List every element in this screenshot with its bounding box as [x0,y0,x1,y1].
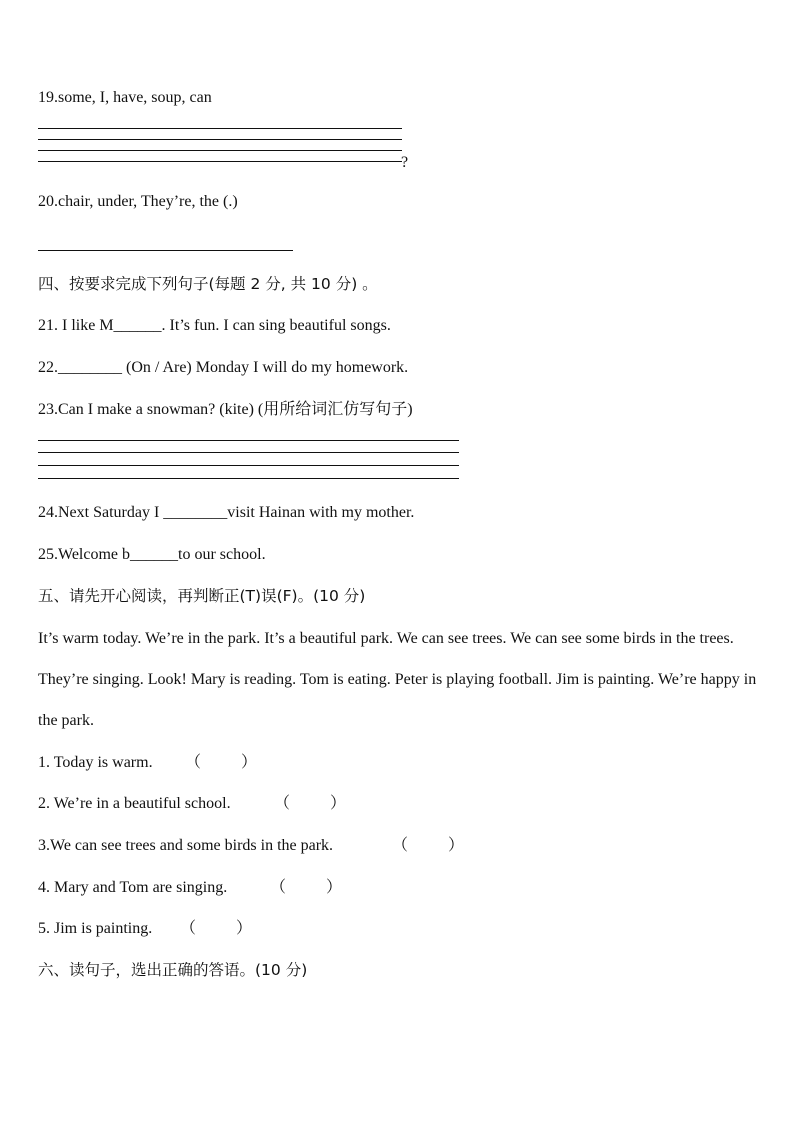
tf-answer-bracket[interactable]: （ ） [274,795,347,812]
question-mark: ? [401,154,409,171]
answer-line [38,150,402,151]
section-6-heading: 六、读句子，选出正确的答语。(10 分) [38,961,308,979]
answer-line [38,465,459,466]
tf-answer-bracket[interactable]: （ ） [392,837,465,854]
tf-item-1: 1. Today is warm. [38,754,153,771]
answer-line [38,128,402,129]
tf-answer-bracket[interactable]: （ ） [180,920,253,937]
question-25: 25.Welcome b______to our school. [38,546,266,563]
question-19: 19.some, I, have, soup, can [38,89,212,106]
tf-answer-bracket[interactable]: （ ） [185,754,258,771]
question-20: 20.chair, under, They’re, the (.) [38,193,238,210]
answer-line [38,139,402,140]
question-22: 22.________ (On / Are) Monday I will do my homework. [38,359,409,376]
answer-line [38,250,293,251]
answer-line [38,478,459,479]
tf-item-3: 3.We can see trees and some birds in the park. [38,837,334,854]
question-23: 23.Can I make a snowman? (kite) (用所给词汇仿写句子) [38,401,413,418]
answer-line [38,452,459,453]
question-21: 21. I like M______. It’s fun. I can sing beautiful songs. [38,317,391,334]
reading-passage: It’s warm today. We’re in the park. It’s a beautiful park. We can see trees. We can see some birds in the trees. They’re singing. Look! Mary is reading. Tom is eating. Peter is playing football. Jim is painting. We’re happy in the park. [38,630,757,729]
answer-line [38,440,459,441]
tf-item-4: 4. Mary and Tom are singing. [38,879,228,896]
question-24: 24.Next Saturday I ________visit Hainan with my mother. [38,504,415,521]
section-4-heading: 四、按要求完成下列句子(每题 2 分, 共 10 分) 。 [38,275,378,293]
tf-item-2: 2. We’re in a beautiful school. [38,795,231,812]
tf-item-5: 5. Jim is painting. [38,920,153,937]
answer-line [38,161,402,162]
section-5-heading: 五、请先开心阅读，再判断正(T)误(F)。(10 分) [38,587,366,605]
tf-answer-bracket[interactable]: （ ） [270,879,343,896]
